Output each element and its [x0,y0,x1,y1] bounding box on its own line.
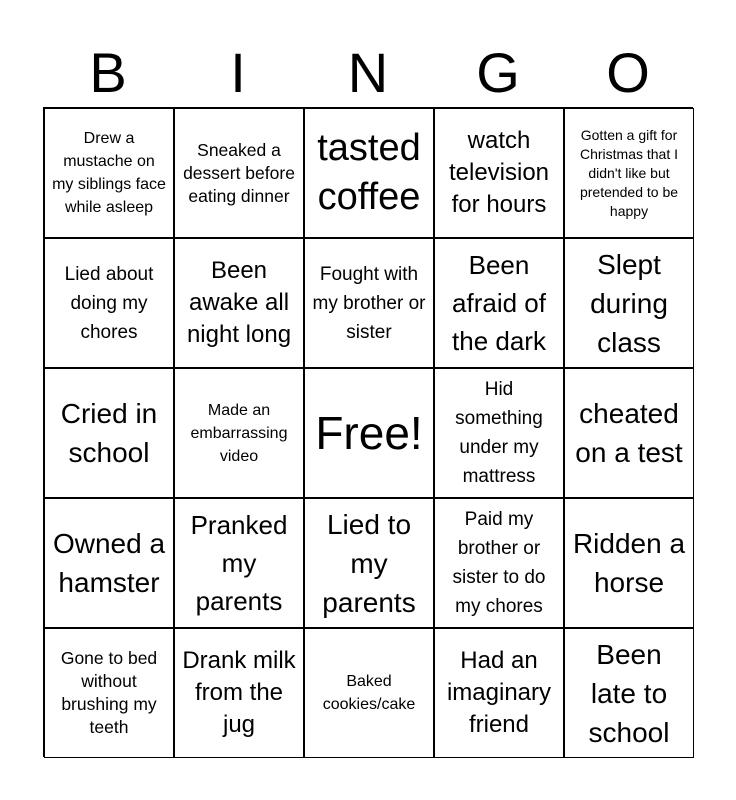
bingo-cell[interactable] [434,368,564,498]
bingo-cell[interactable] [564,498,694,628]
cell-text: Had an imaginary friend [446,647,552,738]
bingo-cell[interactable] [174,108,304,238]
bingo-cell[interactable] [434,238,564,368]
cell-text: Slept during class [590,248,668,358]
header-letter-i: I [230,41,246,104]
bingo-cell[interactable] [434,498,564,628]
bingo-cell[interactable] [564,238,694,368]
bingo-header [43,38,693,108]
bingo-cell[interactable] [434,108,564,238]
bingo-cell[interactable] [304,498,434,628]
bingo-cell[interactable] [44,238,174,368]
cell-text: Lied to my parents [322,508,416,618]
bingo-cell[interactable] [44,498,174,628]
bingo-cell[interactable] [174,628,304,758]
bingo-cell[interactable] [564,108,694,238]
cell-text: Been awake all night long [186,257,292,348]
cell-text: Ridden a horse [572,528,686,598]
cell-text: Owned a hamster [52,528,166,598]
cell-text: Made an embarrassing video [190,401,288,465]
cell-text: Baked cookies/cake [322,673,416,713]
bingo-cell[interactable] [564,368,694,498]
free-space-cell[interactable] [304,368,434,498]
cell-text: Hid something under my mattress [455,379,543,487]
header-letter-o: O [606,41,650,104]
cell-text: Drew a mustache on my siblings face while asleep [52,130,166,216]
bingo-cell[interactable] [174,498,304,628]
cell-text: tasted coffee [317,127,421,218]
cell-text: Pranked my parents [190,510,288,616]
header-letter-n: N [347,41,389,104]
bingo-cell[interactable] [44,368,174,498]
header-letter-g: G [476,41,520,104]
cell-text: Drank milk from the jug [182,647,296,738]
cell-text: Gone to bed without brushing my teeth [60,648,158,737]
cell-text: Sneaked a dessert before eating dinner [183,139,295,206]
bingo-board [43,107,693,757]
bingo-cell[interactable] [174,238,304,368]
cell-text: Fought with my brother or sister [312,263,426,343]
cell-text: Paid my brother or sister to do my chores [452,509,546,617]
cell-text: Cried in school [60,398,158,468]
bingo-cell[interactable] [304,628,434,758]
bingo-cell[interactable] [434,628,564,758]
cell-text: Been late to school [588,638,670,748]
cell-text: Free! [315,407,423,459]
bingo-cell[interactable] [44,628,174,758]
bingo-cell[interactable] [564,628,694,758]
header-letter-b: B [89,41,127,104]
bingo-cell[interactable] [44,108,174,238]
bingo-cell[interactable] [174,368,304,498]
cell-text: cheated on a test [575,398,683,468]
bingo-cell[interactable] [304,108,434,238]
cell-text: watch television for hours [448,127,550,218]
bingo-cell[interactable] [304,238,434,368]
cell-text: Lied about doing my chores [64,263,154,343]
cell-text: Been afraid of the dark [452,250,546,356]
cell-text: Gotten a gift for Christmas that I didn't like but pretended to be happy [579,126,679,219]
